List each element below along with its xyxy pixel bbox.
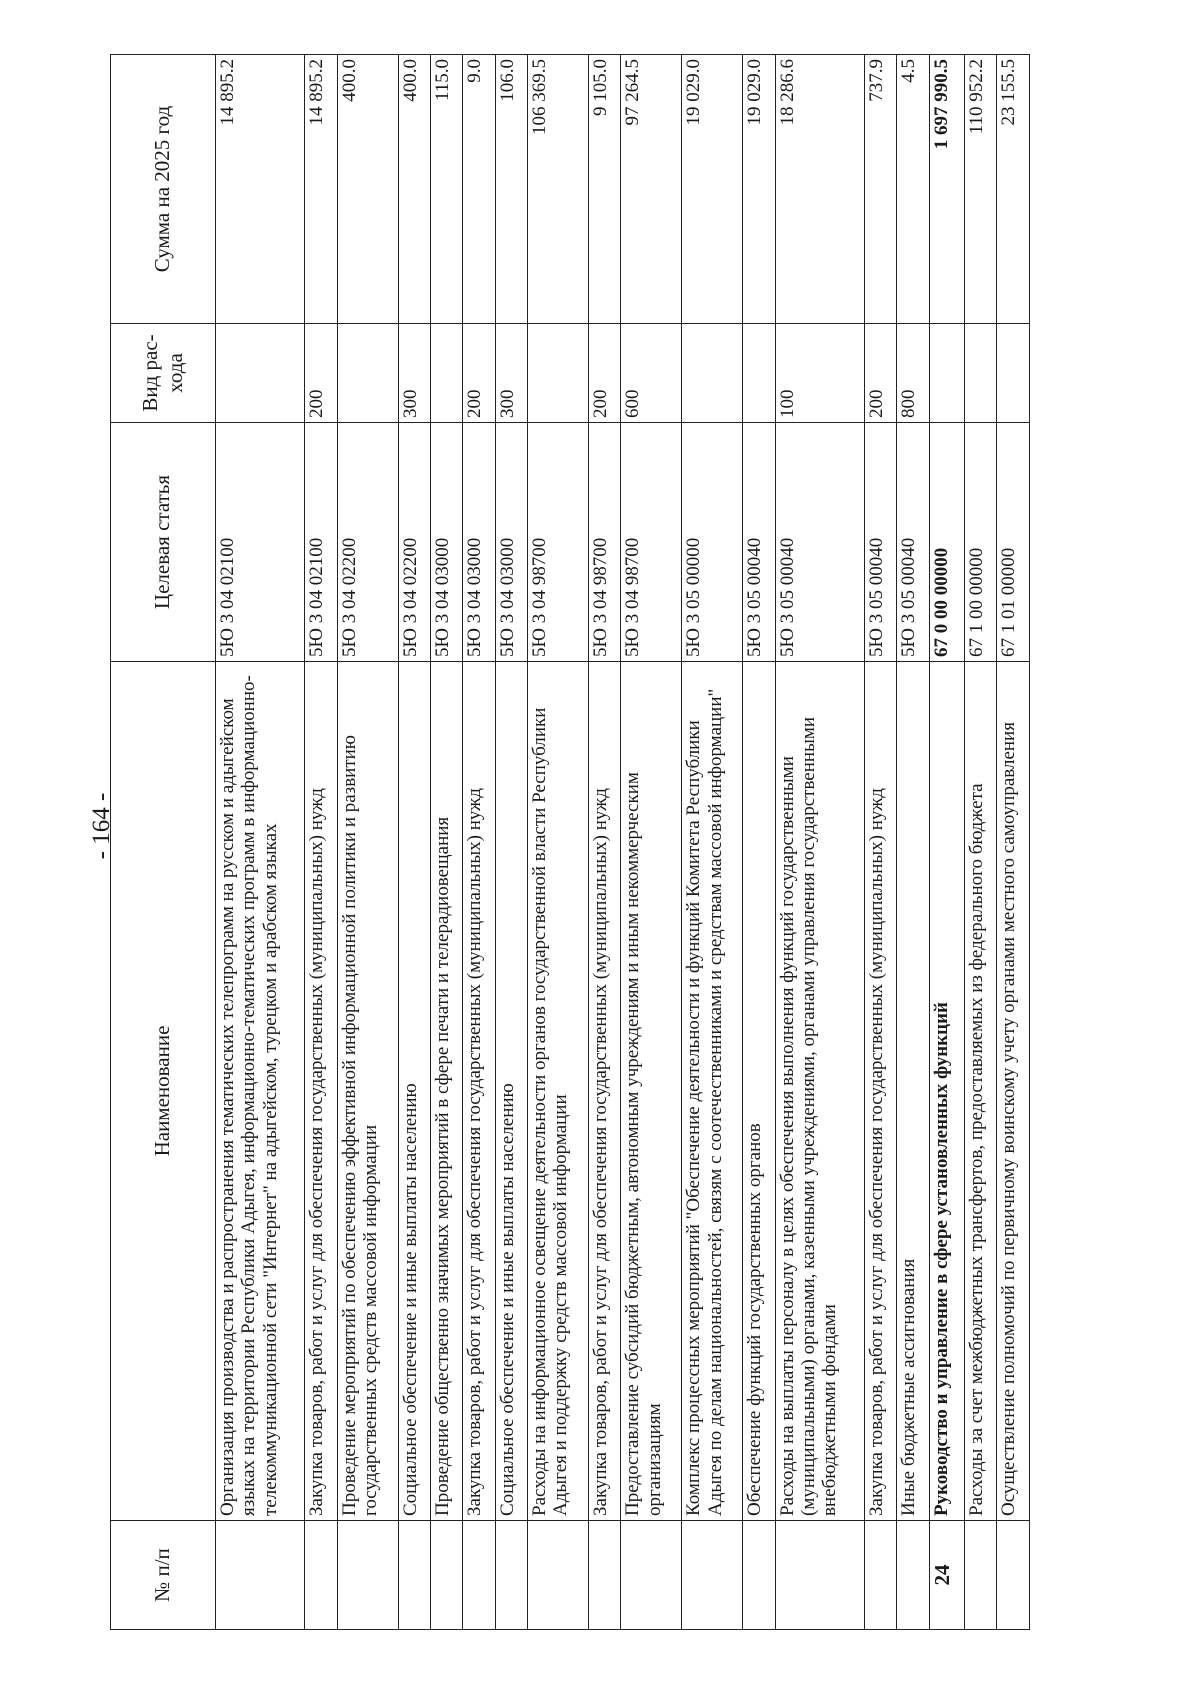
cell-sum: 737.9 xyxy=(864,55,896,324)
header-name: Наименование xyxy=(111,662,216,1521)
cell-num xyxy=(864,1521,896,1630)
budget-sheet xyxy=(110,59,1030,1630)
cell-type: 800 xyxy=(897,324,929,423)
cell-sum: 9 105.0 xyxy=(589,55,621,324)
cell-sum: 106.0 xyxy=(495,55,527,324)
cell-sum: 14 895.2 xyxy=(305,55,337,324)
cell-num xyxy=(743,1521,775,1630)
cell-type: 200 xyxy=(589,324,621,423)
cell-code: 5Ю 3 04 98700 xyxy=(621,423,682,662)
cell-sum: 14 895.2 xyxy=(216,55,305,324)
cell-type: 200 xyxy=(463,324,495,423)
table-row xyxy=(621,55,682,1630)
cell-sum: 9.0 xyxy=(463,55,495,324)
cell-sum: 19 029.0 xyxy=(743,55,775,324)
cell-num xyxy=(682,1521,743,1630)
table-row xyxy=(337,55,398,1630)
cell-type xyxy=(929,324,964,423)
table-row xyxy=(430,55,462,1630)
cell-type xyxy=(682,324,743,423)
cell-code: 5Ю 3 05 00040 xyxy=(743,423,775,662)
cell-sum: 18 286.6 xyxy=(775,55,864,324)
table-row xyxy=(965,55,997,1630)
cell-code: 5Ю 3 04 02100 xyxy=(216,423,305,662)
cell-code: 5Ю 3 04 98700 xyxy=(589,423,621,662)
cell-code: 5Ю 3 05 00040 xyxy=(775,423,864,662)
cell-type: 300 xyxy=(398,324,430,423)
table-row xyxy=(398,55,430,1630)
cell-code: 67 1 00 00000 xyxy=(965,423,997,662)
cell-name: Организация производства и распространения тематических телепрограмм на русском и адыгейском языках на территории Республики Адыгея, информационно-тематических программ в информационно-телекоммуникационной сети "Интернет" на адыгейском, турецком и арабском языках xyxy=(216,662,305,1521)
cell-name: Закупка товаров, работ и услуг для обеспечения государственных (муниципальных) нужд xyxy=(589,662,621,1521)
cell-sum: 19 029.0 xyxy=(682,55,743,324)
cell-sum: 23 155.5 xyxy=(997,55,1030,324)
cell-name: Осуществление полномочий по первичному воинскому учету органами местного самоуправления xyxy=(997,662,1030,1521)
page-number: - 164 - xyxy=(88,792,115,860)
cell-num xyxy=(305,1521,337,1630)
cell-code: 5Ю 3 04 98700 xyxy=(528,423,589,662)
cell-type: 100 xyxy=(775,324,864,423)
cell-type xyxy=(430,324,462,423)
cell-code: 5Ю 3 05 00040 xyxy=(897,423,929,662)
cell-code: 5Ю 3 04 03000 xyxy=(430,423,462,662)
cell-code: 5Ю 3 04 02200 xyxy=(398,423,430,662)
cell-sum: 1 697 990.5 xyxy=(929,55,964,324)
table-row xyxy=(305,55,337,1630)
cell-code: 5Ю 3 04 02100 xyxy=(305,423,337,662)
cell-num xyxy=(528,1521,589,1630)
cell-type xyxy=(997,324,1030,423)
cell-type xyxy=(528,324,589,423)
cell-num xyxy=(463,1521,495,1630)
table-row xyxy=(463,55,495,1630)
table-row xyxy=(528,55,589,1630)
table-header-row xyxy=(111,55,216,1630)
cell-num xyxy=(589,1521,621,1630)
cell-type: 300 xyxy=(495,324,527,423)
cell-num xyxy=(430,1521,462,1630)
cell-name: Расходы за счет межбюджетных трансфертов, предоставляемых из федерального бюджета xyxy=(965,662,997,1521)
header-num: № п/п xyxy=(111,1521,216,1630)
cell-num xyxy=(398,1521,430,1630)
header-code: Целевая статья xyxy=(111,423,216,662)
cell-code: 5Ю 3 04 03000 xyxy=(463,423,495,662)
header-sum: Сумма на 2025 год xyxy=(111,55,216,324)
cell-num xyxy=(495,1521,527,1630)
cell-num xyxy=(337,1521,398,1630)
cell-type xyxy=(965,324,997,423)
table-row xyxy=(864,55,896,1630)
cell-name: Обеспечение функций государственных органов xyxy=(743,662,775,1521)
table-row xyxy=(216,55,305,1630)
cell-num xyxy=(216,1521,305,1630)
header-type: Вид рас- хода xyxy=(111,324,216,423)
cell-num: 24 xyxy=(929,1521,964,1630)
cell-name: Расходы на информационное освещение деятельности органов государственной власти Республики Адыгея и поддержку средств массовой информации xyxy=(528,662,589,1521)
cell-num xyxy=(621,1521,682,1630)
cell-type xyxy=(337,324,398,423)
cell-sum: 400.0 xyxy=(398,55,430,324)
cell-name: Закупка товаров, работ и услуг для обеспечения государственных (муниципальных) нужд xyxy=(305,662,337,1521)
cell-sum: 110 952.2 xyxy=(965,55,997,324)
cell-name: Проведение мероприятий по обеспечению эффективной информационной политики и развитию государственных средств массовой информации xyxy=(337,662,398,1521)
cell-name: Закупка товаров, работ и услуг для обеспечения государственных (муниципальных) нужд xyxy=(463,662,495,1521)
cell-type: 200 xyxy=(864,324,896,423)
table-row xyxy=(682,55,743,1630)
cell-num xyxy=(965,1521,997,1630)
table-row xyxy=(495,55,527,1630)
cell-name: Проведение общественно значимых мероприятий в сфере печати и телерадиовещания xyxy=(430,662,462,1521)
cell-code: 67 1 01 00000 xyxy=(997,423,1030,662)
cell-name: Закупка товаров, работ и услуг для обеспечения государственных (муниципальных) нужд xyxy=(864,662,896,1521)
table-row xyxy=(997,55,1030,1630)
cell-sum: 400.0 xyxy=(337,55,398,324)
cell-name: Комплекс процессных мероприятий "Обеспечение деятельности и функций Комитета Республики Адыгея по делам национальностей, связям с соотечественниками и средствам массовой информации" xyxy=(682,662,743,1521)
cell-num xyxy=(775,1521,864,1630)
table-body xyxy=(216,55,1030,1630)
budget-table xyxy=(110,54,1030,1630)
cell-name: Предоставление субсидий бюджетным, автономным учреждениям и иным некоммерческим организациям xyxy=(621,662,682,1521)
cell-name: Расходы на выплаты персоналу в целях обеспечения выполнения функций государственными (муниципальными) органами, казенными учреждениями, органами управления государственными внебюджетными фондами xyxy=(775,662,864,1521)
cell-sum: 106 369.5 xyxy=(528,55,589,324)
cell-code: 67 0 00 00000 xyxy=(929,423,964,662)
table-row xyxy=(589,55,621,1630)
cell-type xyxy=(216,324,305,423)
cell-name: Иные бюджетные ассигнования xyxy=(897,662,929,1521)
table-row xyxy=(743,55,775,1630)
table-row xyxy=(929,55,964,1630)
rotated-table-wrapper xyxy=(110,59,1030,1630)
cell-type: 200 xyxy=(305,324,337,423)
cell-sum: 4.5 xyxy=(897,55,929,324)
cell-name: Социальное обеспечение и иные выплаты населению xyxy=(495,662,527,1521)
cell-num xyxy=(997,1521,1030,1630)
cell-code: 5Ю 3 05 00000 xyxy=(682,423,743,662)
table-row xyxy=(775,55,864,1630)
cell-type: 600 xyxy=(621,324,682,423)
table-row xyxy=(897,55,929,1630)
cell-type xyxy=(743,324,775,423)
cell-code: 5Ю 3 05 00040 xyxy=(864,423,896,662)
cell-code: 5Ю 3 04 03000 xyxy=(495,423,527,662)
cell-sum: 97 264.5 xyxy=(621,55,682,324)
cell-num xyxy=(897,1521,929,1630)
cell-sum: 115.0 xyxy=(430,55,462,324)
cell-code: 5Ю 3 04 02200 xyxy=(337,423,398,662)
cell-name: Руководство и управление в сфере установленных функций xyxy=(929,662,964,1521)
cell-name: Социальное обеспечение и иные выплаты населению xyxy=(398,662,430,1521)
